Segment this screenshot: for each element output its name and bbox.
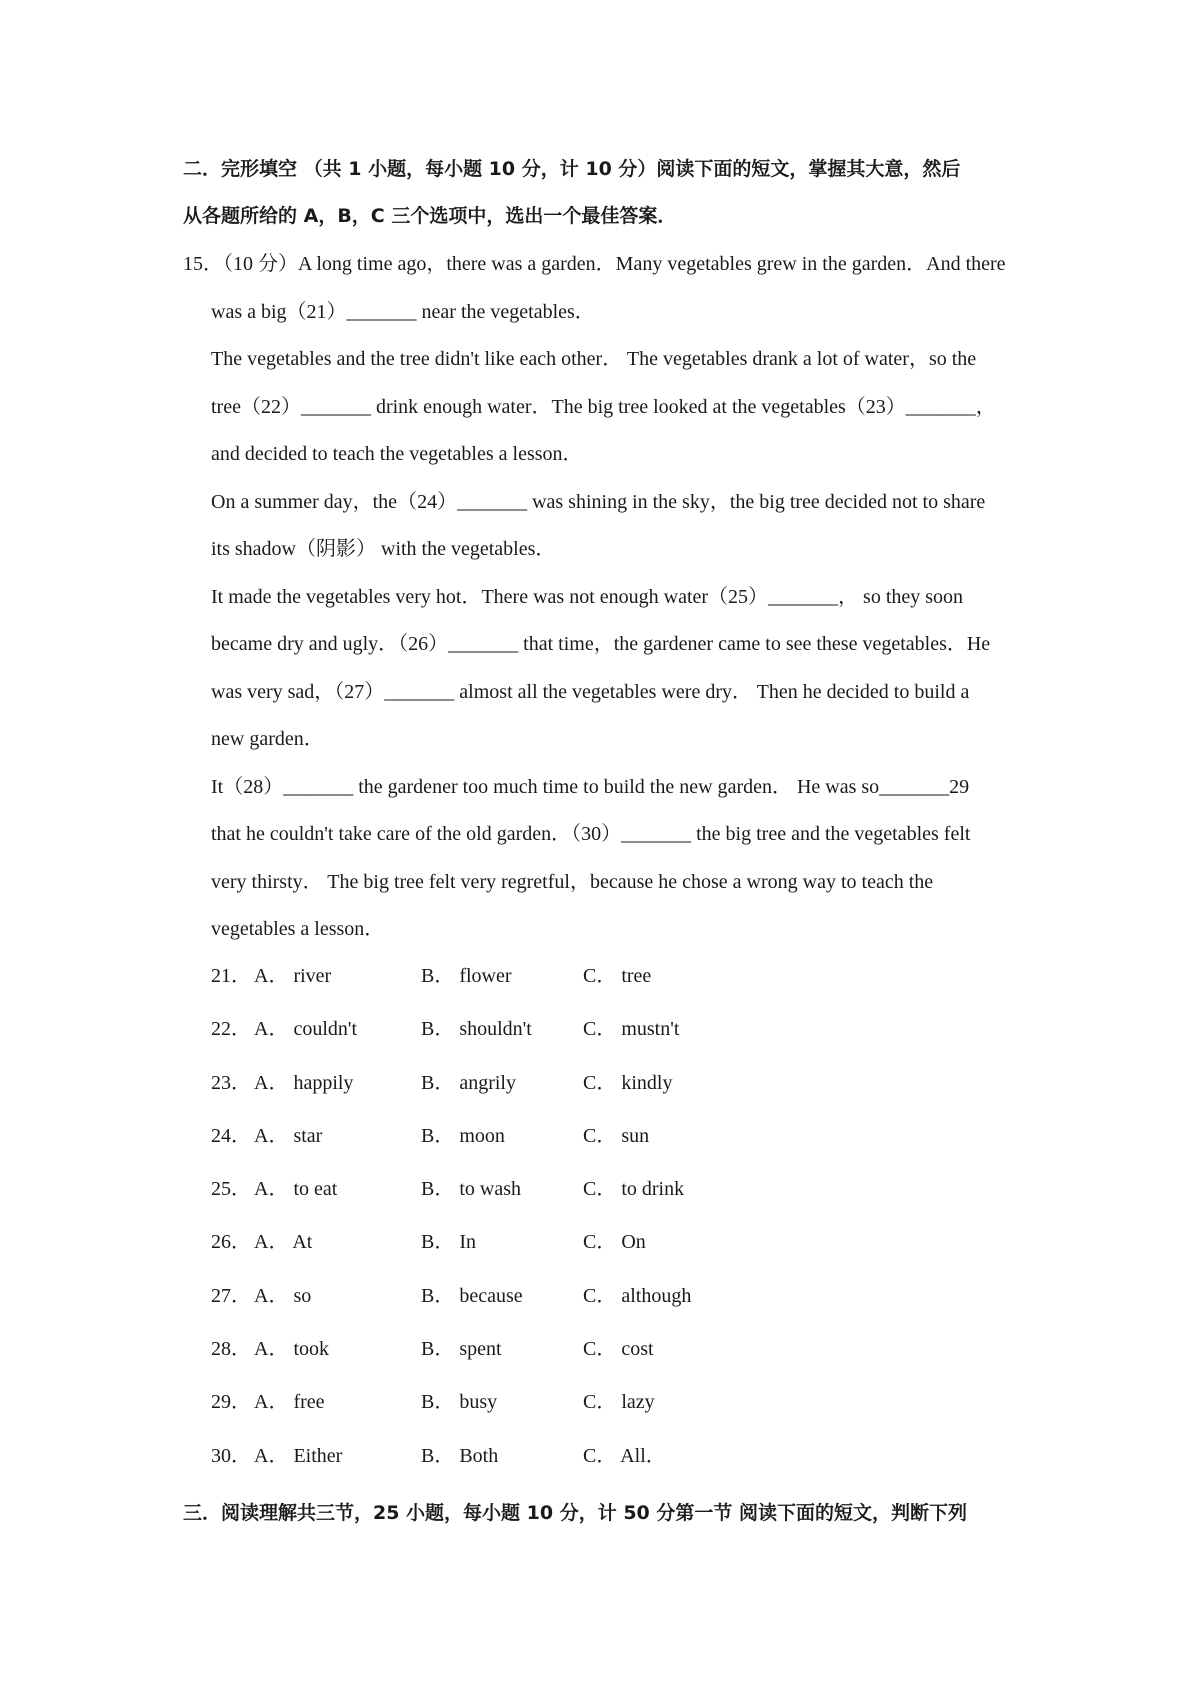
- option-number: 21．: [211, 965, 251, 987]
- option-a: A． to eat: [254, 1178, 338, 1201]
- option-number: 29．: [211, 1391, 251, 1414]
- option-a: A． star: [254, 1124, 323, 1147]
- option-row-23: [211, 1057, 811, 1110]
- passage-line: vegetables a lesson．: [211, 918, 385, 940]
- option-b: B． because: [421, 1284, 523, 1307]
- question-15-passage: [183, 241, 1023, 954]
- option-row-26: [211, 1216, 811, 1269]
- passage-line: was very sad，（27）_______ almost all the vegetables were dry． Then he decided to build a: [211, 680, 970, 703]
- option-number: 22．: [211, 1018, 251, 1041]
- passage-line: It made the vegetables very hot．There was not enough water（25）_______， so they soon: [211, 585, 964, 608]
- option-b: B． moon: [421, 1124, 505, 1147]
- option-c: C． tree: [583, 965, 652, 987]
- option-a: A． took: [254, 1338, 329, 1361]
- section-3-heading-line-1: 三．阅读理解共三节，25 小题，每小题 10 分，计 50 分第一节 阅读下面的短文，判断下列: [183, 1502, 968, 1524]
- option-number: 30．: [211, 1444, 251, 1467]
- section-2-heading: [183, 146, 1023, 240]
- option-row-27: [211, 1270, 811, 1323]
- option-a: A． river: [254, 965, 332, 987]
- option-row-28: [211, 1323, 811, 1376]
- option-number: 27．: [211, 1284, 251, 1307]
- option-c: C． All．: [583, 1444, 666, 1467]
- passage-line: It（28）_______ the gardener too much time to build the new garden． He was so_______29: [211, 775, 970, 798]
- passage-line: tree（22）_______ drink enough water．The big tree looked at the vegetables（23）_______，: [211, 395, 996, 418]
- passage-line: was a big（21）_______ near the vegetables．: [211, 300, 595, 323]
- option-b: B． shouldn't: [421, 1018, 532, 1041]
- passage-line: that he couldn't take care of the old garden．（30）_______ the big tree and the vegetables felt: [211, 823, 971, 845]
- option-c: C． kindly: [583, 1071, 673, 1094]
- option-b: B． angrily: [421, 1071, 516, 1094]
- option-b: B． In: [421, 1231, 476, 1254]
- option-number: 25．: [211, 1178, 251, 1201]
- option-a: A． so: [254, 1284, 312, 1307]
- passage-line: The vegetables and the tree didn't like each other． The vegetables drank a lot of water，so the: [211, 348, 977, 370]
- option-c: C． cost: [583, 1338, 654, 1361]
- option-row-22: [211, 1003, 811, 1056]
- option-a: A． happily: [254, 1071, 354, 1094]
- passage-line: On a summer day，the（24）_______ was shining in the sky，the big tree decided not to share: [211, 490, 986, 513]
- option-row-21: [211, 950, 811, 1003]
- passage-line: new garden．: [211, 728, 324, 750]
- answer-options-list: [211, 950, 811, 1483]
- option-a: A． At: [254, 1231, 313, 1254]
- passage-line: became dry and ugly．（26）_______ that time，the gardener came to see these vegetables．He: [211, 633, 991, 655]
- option-number: 24．: [211, 1124, 251, 1147]
- option-a: A． Either: [254, 1444, 343, 1467]
- passage-line: very thirsty． The big tree felt very regretful，because he chose a wrong way to teach the: [211, 870, 934, 893]
- section-2-heading-line-2: 从各题所给的 A，B，C 三个选项中，选出一个最佳答案．: [183, 205, 677, 227]
- passage-line: and decided to teach the vegetables a lesson．: [211, 443, 583, 465]
- option-row-24: [211, 1110, 811, 1163]
- passage-line: its shadow（阴影） with the vegetables．: [211, 538, 556, 560]
- option-c: C． On: [583, 1231, 646, 1254]
- option-b: B． busy: [421, 1391, 498, 1414]
- option-c: C． although: [583, 1284, 692, 1307]
- option-c: C． to drink: [583, 1178, 685, 1201]
- option-number: 23．: [211, 1071, 251, 1094]
- option-b: B． Both: [421, 1444, 499, 1467]
- option-b: B． spent: [421, 1338, 502, 1361]
- option-number: 28．: [211, 1338, 251, 1361]
- section-3-heading: [183, 1490, 1023, 1537]
- option-c: C． mustn't: [583, 1018, 680, 1041]
- passage-line: 15．（10 分）A long time ago，there was a garden．Many vegetables grew in the garden．And there: [183, 253, 1006, 275]
- option-row-25: [211, 1163, 811, 1216]
- option-row-30: [211, 1430, 811, 1483]
- option-c: C． lazy: [583, 1391, 655, 1414]
- option-a: A． couldn't: [254, 1018, 358, 1041]
- section-2-heading-line-1: 二．完形填空 （共 1 小题，每小题 10 分，计 10 分）阅读下面的短文，掌握其大意，然后: [183, 158, 961, 180]
- option-a: A． free: [254, 1391, 325, 1414]
- option-row-29: [211, 1376, 811, 1429]
- option-b: B． flower: [421, 965, 512, 987]
- option-c: C． sun: [583, 1124, 650, 1147]
- option-b: B． to wash: [421, 1178, 521, 1201]
- option-number: 26．: [211, 1231, 251, 1254]
